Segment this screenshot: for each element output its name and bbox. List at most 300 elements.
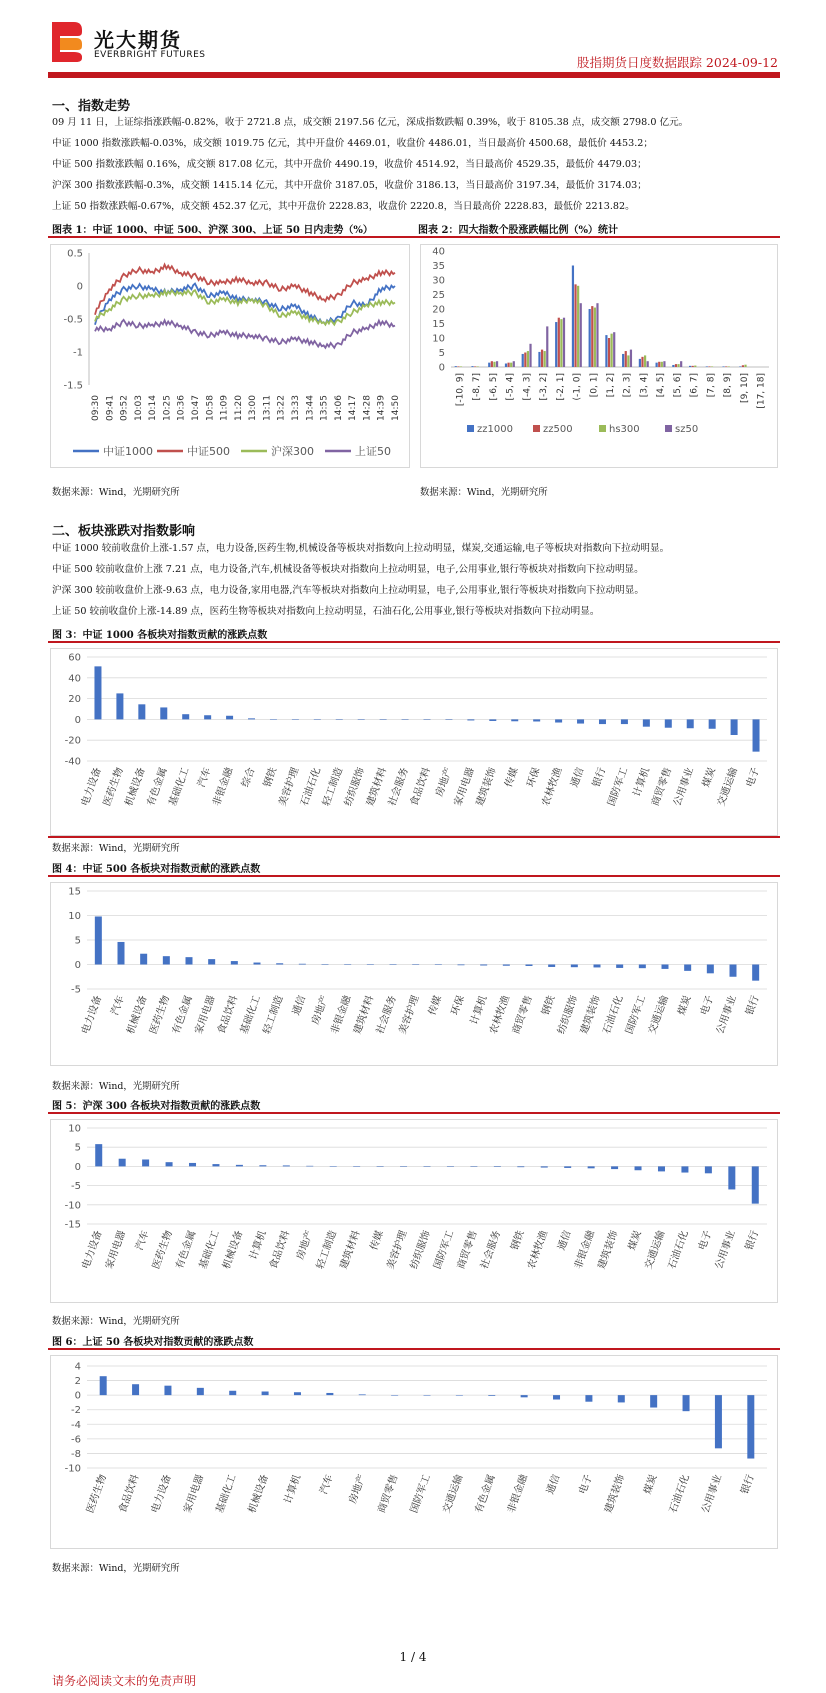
x-tick-label: 石油石化	[666, 1229, 691, 1271]
x-tick-label: 国防军工	[408, 1473, 433, 1515]
bar	[330, 1166, 337, 1167]
x-tick-label: 通信	[290, 994, 309, 1017]
x-tick-label: 食品饮料	[216, 994, 241, 1036]
y-tick-label: 15	[68, 886, 81, 898]
bar	[541, 1166, 548, 1167]
bar	[259, 1165, 266, 1166]
bar	[477, 366, 479, 367]
bar	[577, 286, 579, 367]
figure-divider	[48, 641, 780, 643]
bar	[380, 719, 387, 720]
x-tick-label: 14:50	[391, 395, 401, 421]
bar	[292, 719, 299, 720]
figure-6-source: 数据来源：Wind，光期研究所	[52, 1563, 180, 1574]
y-tick-label: -40	[64, 756, 81, 768]
x-tick-label: 基础化工	[167, 766, 192, 808]
bar	[608, 338, 610, 367]
x-tick-label: 交通运输	[441, 1473, 466, 1515]
bar	[591, 306, 593, 367]
x-tick-label: 建筑材料	[364, 766, 389, 808]
x-tick-label: 电力设备	[149, 1473, 174, 1515]
bar	[560, 319, 562, 367]
bar	[359, 1394, 366, 1395]
x-tick-label: 轻工制造	[261, 994, 286, 1036]
bar	[728, 366, 730, 367]
bar	[548, 965, 555, 967]
bar	[553, 1395, 560, 1399]
x-tick-label: 通信	[556, 1229, 574, 1252]
bar	[747, 1395, 754, 1458]
x-tick-label: 公用事业	[672, 766, 697, 808]
figure-4-source: 数据来源：Wind，光期研究所	[52, 1081, 180, 1092]
y-tick-label: 4	[74, 1361, 81, 1373]
figure-5-source: 数据来源：Wind，光期研究所	[52, 1316, 180, 1327]
bar	[684, 965, 691, 971]
bar	[521, 1395, 528, 1397]
figure-divider	[48, 875, 780, 877]
x-tick-label: 银行	[591, 766, 609, 789]
legend-label: 中证1000	[103, 445, 153, 458]
x-tick-label: 建筑装饰	[596, 1229, 621, 1271]
x-tick-label: [3, 4]	[639, 373, 650, 398]
x-tick-label: [-6, 5]	[488, 373, 499, 401]
x-tick-label: 医药生物	[150, 1229, 175, 1271]
bar	[533, 719, 540, 721]
legend-swatch	[599, 425, 606, 432]
figure-5-title: 图 5：沪深 300 各板块对指数贡献的涨跌点数	[52, 1101, 261, 1112]
brand-logo-icon	[52, 22, 82, 62]
bar	[166, 1162, 173, 1166]
x-tick-label: [2, 3]	[622, 373, 633, 398]
x-tick-label: [7, 8]	[706, 373, 717, 398]
x-tick-label: 10:14	[148, 395, 159, 421]
x-tick-label: 计算机	[248, 1229, 269, 1262]
x-tick-label: 传媒	[503, 766, 521, 789]
bar	[722, 366, 724, 367]
x-tick-label: 医药生物	[148, 994, 173, 1036]
x-tick-label: 医药生物	[101, 766, 126, 808]
bar	[412, 965, 419, 966]
x-tick-label: 汽车	[318, 1473, 336, 1496]
bar	[100, 1376, 107, 1395]
y-tick-label: -8	[71, 1448, 81, 1460]
bar	[526, 965, 533, 966]
y-tick-label: -1	[73, 347, 83, 359]
bar	[132, 1384, 139, 1395]
bar	[544, 351, 546, 367]
figure-6-chart	[50, 1355, 778, 1549]
bar	[707, 965, 714, 974]
figure-1-chart	[50, 244, 410, 468]
x-tick-label: 机械设备	[125, 994, 150, 1036]
x-tick-label: 非银金融	[211, 766, 236, 808]
x-tick-label: 轻工制造	[315, 1229, 340, 1271]
y-tick-label: 0	[74, 1390, 81, 1402]
sz50-sector-contribution-chart	[51, 1356, 777, 1548]
y-tick-label: 15	[432, 319, 445, 330]
y-tick-label: 20	[68, 694, 81, 706]
bar	[715, 1395, 722, 1448]
bar	[353, 1166, 360, 1167]
bar	[665, 719, 672, 727]
bar	[577, 719, 584, 723]
x-tick-label: [-2, 1]	[555, 373, 566, 401]
x-tick-label: 国防军工	[606, 766, 631, 808]
bar	[694, 366, 696, 367]
bar	[708, 366, 710, 367]
report-title: 股指期货日度数据跟踪 2024-09-12	[576, 55, 778, 70]
bar	[687, 719, 694, 728]
x-tick-label: 农林牧渔	[526, 1229, 551, 1271]
bar	[541, 350, 543, 367]
y-tick-label: -20	[64, 735, 81, 747]
bar	[725, 366, 727, 367]
bar	[571, 965, 578, 968]
x-tick-label: 有色金属	[145, 766, 170, 808]
bar	[496, 361, 498, 367]
y-tick-label: 0	[74, 960, 81, 971]
section-2-line: 上证 50 较前收盘价上涨-14.89 点，医药生物等板块对指数向上拉动明显，石油石化,公用事业,银行等板块对指数向下拉动明显。	[52, 606, 600, 617]
x-tick-label: [-5, 4]	[505, 373, 516, 401]
bar	[456, 1395, 463, 1396]
x-tick-label: 13:55	[319, 395, 330, 421]
x-tick-label: 房地产	[347, 1473, 369, 1506]
bar	[489, 719, 496, 721]
bar	[630, 350, 632, 367]
section-1-line: 中证 1000 指数涨跌幅-0.03%，成交额 1019.75 亿元，其中开盘价 4469.01，收盘价 4486.01，当日最高价 4500.68，最低价 4453.2；	[52, 138, 653, 149]
x-tick-label: 美容护理	[397, 994, 422, 1036]
bar	[503, 965, 510, 966]
bar	[460, 366, 462, 367]
x-tick-label: [17, 18]	[756, 373, 767, 409]
bar	[522, 354, 524, 367]
x-tick-label: 基础化工	[214, 1473, 239, 1515]
bar	[639, 359, 641, 367]
bar	[226, 716, 233, 720]
bar	[658, 362, 660, 367]
y-tick-label: -6	[71, 1434, 81, 1446]
x-tick-label: [0, 1]	[589, 373, 600, 398]
x-tick-label: 计算机	[631, 766, 653, 799]
bar	[424, 1395, 431, 1396]
y-tick-label: 0	[438, 362, 445, 374]
x-tick-label: (-1, 0]	[572, 373, 583, 401]
bar	[675, 364, 677, 367]
y-tick-label: 40	[68, 673, 81, 685]
y-tick-label: 5	[438, 348, 445, 359]
x-tick-label: 建筑装饰	[474, 766, 499, 808]
bar	[140, 954, 147, 965]
bar	[391, 1395, 398, 1396]
intraday-line-chart	[51, 245, 409, 467]
bar	[611, 334, 613, 367]
legend-swatch	[533, 425, 540, 432]
bar	[212, 1164, 219, 1166]
bar	[424, 1166, 431, 1167]
bar	[709, 719, 716, 728]
bar	[752, 965, 759, 981]
bar	[208, 959, 215, 964]
bar	[493, 362, 495, 367]
bar	[95, 1144, 102, 1166]
bar	[689, 366, 691, 367]
y-tick-label: 60	[68, 652, 81, 664]
bar	[231, 961, 238, 964]
y-tick-label: 2	[74, 1376, 81, 1388]
bar	[435, 965, 442, 966]
bar	[400, 1166, 407, 1167]
bar	[529, 344, 531, 367]
bar	[294, 1392, 301, 1395]
x-tick-label: 食品饮料	[408, 766, 433, 808]
section-1-line: 09 月 11 日，上证综指涨跌幅-0.82%，收于 2721.8 点，成交额 2197.56 亿元，深成指数跌幅 0.39%，收于 8105.38 点，成交额 2798.0 亿元。	[52, 117, 689, 128]
x-tick-label: 建筑材料	[338, 1229, 363, 1271]
x-tick-label: 电子	[577, 1473, 595, 1496]
bar	[599, 719, 606, 724]
bar	[467, 719, 474, 720]
bar	[299, 964, 306, 965]
y-tick-label: -10	[64, 1200, 81, 1212]
bar	[680, 361, 682, 367]
x-tick-label: 商贸零售	[510, 994, 535, 1036]
hs300-sector-contribution-chart	[51, 1120, 777, 1302]
bar	[706, 366, 708, 367]
x-tick-label: 食品饮料	[117, 1473, 142, 1515]
x-tick-label: [1, 2]	[606, 373, 616, 398]
bar	[731, 719, 738, 735]
y-tick-label: 0	[76, 281, 83, 293]
x-tick-label: 环保	[525, 766, 543, 789]
bar	[622, 354, 624, 367]
bar	[683, 1395, 690, 1411]
bar	[488, 363, 490, 367]
y-tick-label: -15	[64, 1219, 81, 1231]
bar	[248, 718, 255, 719]
figure-divider	[48, 236, 780, 238]
figure-divider	[48, 836, 780, 838]
section-2-line: 中证 500 较前收盘价上涨 7.21 点，电力设备,汽车,机械设备等板块对指数向上拉动明显，电子,公用事业,银行等板块对指数向下拉动明显。	[52, 564, 644, 575]
x-tick-label: 通信	[569, 766, 587, 789]
x-tick-label: 国防军工	[432, 1229, 457, 1271]
series-line	[95, 320, 395, 348]
bar	[229, 1391, 236, 1395]
bar	[283, 1165, 290, 1166]
bar	[621, 719, 628, 724]
x-tick-label: 基础化工	[238, 994, 263, 1036]
x-tick-label: 银行	[739, 1473, 757, 1496]
bar	[594, 308, 596, 367]
bar	[262, 1392, 269, 1396]
bar	[596, 303, 598, 367]
x-tick-label: 纺织服饰	[556, 994, 581, 1036]
x-tick-label: 银行	[743, 1229, 762, 1252]
x-tick-label: 家用电器	[193, 994, 218, 1036]
x-tick-label: 煤炭	[700, 766, 718, 789]
bar	[322, 964, 329, 965]
x-tick-label: 汽车	[196, 766, 214, 789]
x-tick-label: 美容护理	[277, 766, 302, 808]
figure-4-chart	[50, 882, 778, 1066]
x-tick-label: 交通运输	[643, 1229, 668, 1271]
section-1-line: 中证 500 指数涨跌幅 0.16%，成交额 817.08 亿元，其中开盘价 4490.19，收盘价 4514.92，当日最高价 4529.35，最低价 4479.03；	[52, 159, 647, 170]
bar	[511, 719, 518, 721]
x-tick-label: 电子	[697, 1229, 715, 1252]
bar	[367, 965, 374, 966]
x-tick-label: 有色金属	[473, 1473, 498, 1515]
legend-label: sz50	[675, 424, 699, 435]
y-tick-label: -4	[71, 1419, 81, 1431]
bar	[739, 366, 741, 367]
bar	[390, 965, 397, 966]
bar	[681, 1166, 688, 1172]
bar	[588, 1166, 595, 1168]
legend-label: hs300	[609, 424, 640, 435]
x-tick-label: 14:17	[348, 395, 359, 421]
bar	[491, 361, 493, 367]
bar	[94, 666, 101, 719]
bar	[513, 361, 515, 367]
x-tick-label: 非银金融	[572, 1229, 597, 1271]
bar	[585, 1395, 592, 1402]
x-tick-label: 房地产	[434, 766, 455, 799]
bar	[611, 1166, 618, 1169]
legend-label: 中证500	[187, 445, 230, 458]
bar	[116, 693, 123, 719]
x-tick-label: 09:52	[119, 395, 130, 421]
x-tick-label: 10:58	[205, 395, 216, 421]
bar	[204, 715, 211, 719]
y-tick-label: -5	[71, 1181, 81, 1193]
disclaimer-link[interactable]: 请务必阅读文末的免责声明	[52, 1674, 197, 1688]
x-tick-label: 交通运输	[646, 994, 671, 1036]
x-tick-label: 电子	[698, 994, 717, 1017]
section-2-line: 中证 1000 较前收盘价上涨-1.57 点，电力设备,医药生物,机械设备等板块对指数向上拉动明显，煤炭,交通运输,电子等板块对指数向下拉动明显。	[52, 543, 670, 554]
y-tick-label: 40	[432, 246, 445, 258]
x-tick-label: 10:36	[176, 395, 187, 421]
x-tick-label: 09:41	[105, 395, 116, 421]
bar	[616, 965, 623, 968]
x-tick-label: 汽车	[109, 994, 127, 1017]
x-tick-label: 煤炭	[676, 994, 694, 1017]
legend-label: 上证50	[355, 445, 391, 458]
bar	[574, 284, 576, 367]
x-tick-label: [-4, 3]	[522, 373, 533, 401]
x-tick-label: 环保	[449, 994, 467, 1017]
x-tick-label: 计算机	[282, 1473, 304, 1506]
series-line	[95, 284, 395, 325]
section-2-title: 二、板块涨跌对指数影响	[52, 524, 196, 539]
x-tick-label: 钢铁	[509, 1229, 527, 1252]
y-tick-label: -5	[71, 984, 81, 996]
y-tick-label: -1.5	[63, 380, 83, 392]
bar	[164, 1386, 171, 1395]
x-tick-label: 10:25	[162, 395, 173, 421]
section-1-line: 上证 50 指数涨跌幅-0.67%，成交额 452.37 亿元，其中开盘价 2228.83，收盘价 2220.8，当日最高价 2228.83，最低价 2213.82。	[52, 201, 635, 212]
x-tick-label: 石油石化	[601, 994, 626, 1036]
header-divider	[48, 72, 780, 78]
x-tick-label: 14:06	[333, 395, 344, 421]
figure-1-title: 图表 1：中证 1000、中证 500、沪深 300、上证 50 日内走势（%）	[52, 225, 373, 236]
y-tick-label: -10	[64, 1463, 81, 1475]
bar	[662, 965, 669, 969]
x-tick-label: 14:28	[362, 395, 373, 421]
x-tick-label: 公用事业	[700, 1473, 725, 1515]
bar	[236, 1165, 243, 1167]
figure-divider	[48, 1112, 780, 1114]
figure-3-title: 图 3：中证 1000 各板块对指数贡献的涨跌点数	[52, 630, 268, 641]
bar	[186, 957, 193, 964]
bar	[447, 1166, 454, 1167]
bar	[510, 363, 512, 367]
bar	[644, 355, 646, 367]
bar	[306, 1166, 313, 1167]
figure-1-source: 数据来源：Wind，光期研究所	[52, 487, 180, 498]
x-tick-label: 农林牧渔	[488, 994, 513, 1036]
y-tick-label: 25	[432, 290, 445, 301]
y-tick-label: 30	[432, 275, 445, 287]
x-tick-label: 农林牧渔	[540, 766, 565, 808]
x-tick-label: 家用电器	[182, 1473, 207, 1515]
bar	[558, 318, 560, 367]
bar	[254, 963, 261, 965]
bar	[474, 366, 476, 367]
bar	[505, 364, 507, 367]
x-tick-label: 社会服务	[386, 766, 411, 808]
bar	[457, 366, 459, 367]
bar	[627, 355, 629, 367]
x-tick-label: [5, 6]	[672, 373, 683, 398]
bar	[182, 714, 189, 719]
x-tick-label: 美容护理	[385, 1229, 410, 1271]
x-tick-label: 10:03	[133, 395, 144, 421]
bar	[605, 335, 607, 367]
x-tick-label: 石油石化	[299, 766, 324, 808]
y-tick-label: 5	[74, 935, 81, 947]
bar	[753, 719, 760, 751]
bar	[625, 351, 627, 367]
y-tick-label: 35	[432, 261, 445, 272]
bar	[705, 1166, 712, 1173]
bar	[589, 309, 591, 367]
figure-3-chart	[50, 648, 778, 836]
x-tick-label: 11:20	[233, 395, 244, 421]
bar	[458, 965, 465, 966]
x-tick-label: 商贸零售	[650, 766, 675, 808]
bar	[594, 965, 601, 968]
x-tick-label: 非银金融	[505, 1473, 530, 1515]
y-tick-label: 5	[74, 1142, 81, 1154]
x-tick-label: 医药生物	[84, 1473, 110, 1515]
bar	[377, 1166, 384, 1167]
bar	[517, 1166, 524, 1167]
figure-divider	[48, 1348, 780, 1350]
bar	[538, 352, 540, 367]
bar	[744, 365, 746, 367]
x-tick-label: 国防军工	[624, 994, 649, 1036]
bar	[728, 1166, 735, 1189]
section-1-title: 一、指数走势	[52, 99, 131, 114]
bar	[314, 719, 321, 720]
x-tick-label: 煤炭	[626, 1229, 644, 1252]
x-tick-label: 电力设备	[80, 994, 105, 1036]
figure-2-title: 图表 2：四大指数个股涨跌幅比例（%）统计	[418, 225, 618, 236]
x-tick-label: 13:44	[305, 395, 316, 421]
bar	[197, 1388, 204, 1395]
x-tick-label: [6, 7]	[689, 373, 700, 398]
figure-4-title: 图 4：中证 500 各板块对指数贡献的涨跌点数	[52, 864, 261, 875]
y-tick-label: 10	[432, 333, 445, 345]
x-tick-label: 家用电器	[452, 766, 477, 808]
